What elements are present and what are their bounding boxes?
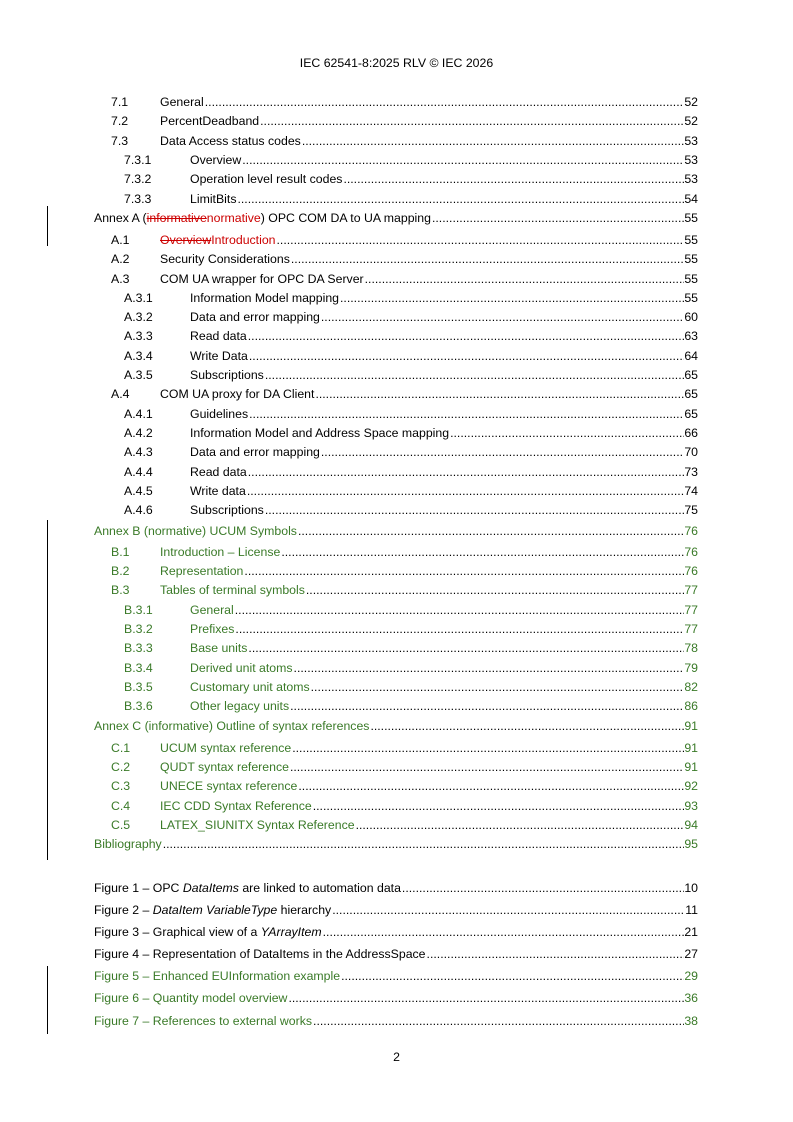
figure-entry[interactable] <box>94 946 698 962</box>
toc-entry-title: UCUM syntax reference <box>160 741 292 755</box>
toc-entry[interactable] <box>94 563 698 579</box>
toc-entry-title: Overview <box>190 153 242 167</box>
toc-entry-number: A.3.1 <box>124 291 153 305</box>
inserted-text: Introduction <box>211 233 276 247</box>
toc-entry-number: 7.1 <box>111 95 129 109</box>
toc-entry-title: Data and error mapping <box>190 310 320 324</box>
toc-entry[interactable] <box>94 386 698 402</box>
figure-entry-title: Figure 2 – DataItem VariableType hierarchy <box>94 903 332 917</box>
toc-entry-page: 55 <box>684 233 698 247</box>
toc-entry-title: Data and error mapping <box>190 445 320 459</box>
toc-entry-number: 7.2 <box>111 114 129 128</box>
toc-entry-page: 54 <box>684 192 698 206</box>
toc-entry-page: 77 <box>684 583 698 597</box>
toc-entry-title: Information Model and Address Space mapping <box>190 426 450 440</box>
change-bar <box>47 966 48 1034</box>
toc-entry[interactable] <box>94 444 698 460</box>
toc-entry-title: Customary unit atoms <box>190 680 310 694</box>
toc-entry-page: 65 <box>684 387 698 401</box>
toc-entry-title: QUDT syntax reference <box>160 760 289 774</box>
toc-entry[interactable] <box>94 698 698 714</box>
toc-entry[interactable] <box>94 817 698 833</box>
toc-entry-number: A.4.4 <box>124 465 153 479</box>
toc-entry-title: Information Model mapping <box>190 291 340 305</box>
toc-entry[interactable] <box>94 133 698 149</box>
toc-entry-title: General <box>160 95 204 109</box>
figure-entry-title: Figure 4 – Representation of DataItems in the AddressSpace <box>94 947 426 961</box>
toc-entry-title: Subscriptions <box>190 503 264 517</box>
toc-entry-page: 60 <box>684 310 698 324</box>
toc-entry[interactable] <box>94 271 698 287</box>
toc-entry-page: 53 <box>684 172 698 186</box>
toc-entry-title: Write Data <box>190 349 248 363</box>
toc-entry-number: B.3 <box>111 583 130 597</box>
toc-entry[interactable] <box>94 152 698 168</box>
toc-entry-title: LimitBits <box>190 192 237 206</box>
toc-entry[interactable] <box>94 348 698 364</box>
toc-entry-title: Annex C (informative) Outline of syntax references <box>94 719 370 733</box>
toc-entry-page: 91 <box>684 760 698 774</box>
figure-entry[interactable] <box>94 880 698 896</box>
toc-entry-number: 7.3 <box>111 134 129 148</box>
toc-entry[interactable] <box>94 544 698 560</box>
toc-entry-page: 55 <box>684 272 698 286</box>
toc-entry-title: Annex B (normative) UCUM Symbols <box>94 524 297 538</box>
figure-entry-title: Figure 1 – OPC DataItems are linked to automation data <box>94 881 401 895</box>
toc-entry-number: A.3.3 <box>124 329 153 343</box>
toc-entry-page: 78 <box>684 641 698 655</box>
toc-entry-page: 73 <box>684 465 698 479</box>
toc-entry-title: COM UA proxy for DA Client <box>160 387 315 401</box>
toc-entry-number: C.1 <box>111 741 131 755</box>
toc-entry-page: 91 <box>684 741 698 755</box>
toc-entry[interactable] <box>94 464 698 480</box>
toc-entry-title: Derived unit atoms <box>190 661 293 675</box>
toc-entry[interactable] <box>94 582 698 598</box>
deleted-text: informative <box>146 211 207 225</box>
toc-entry-page: 55 <box>684 252 698 266</box>
toc-entry-number: C.2 <box>111 760 131 774</box>
toc-entry[interactable] <box>94 425 698 441</box>
toc-bibliography[interactable] <box>94 836 698 852</box>
figure-entry-page: 21 <box>684 925 698 939</box>
toc-entry-page: 77 <box>684 603 698 617</box>
figure-entry-page: 27 <box>684 947 698 961</box>
toc-entry-number: A.3.4 <box>124 349 153 363</box>
toc-entry-number: B.3.1 <box>124 603 153 617</box>
toc-entry-page: 77 <box>684 622 698 636</box>
toc-entry-title: Read data <box>190 465 247 479</box>
figure-entry-page: 11 <box>685 903 698 917</box>
toc-entry-number: A.4.3 <box>124 445 153 459</box>
toc-entry-title <box>160 232 277 248</box>
toc-entry[interactable] <box>94 406 698 422</box>
toc-entry-title: Subscriptions <box>190 368 264 382</box>
toc-entry-title: Tables of terminal symbols <box>160 583 305 597</box>
toc-entry-number: A.3 <box>111 272 130 286</box>
toc-entry-title: PercentDeadband <box>160 114 260 128</box>
toc-entry-title: Write data <box>190 484 246 498</box>
toc-entry[interactable] <box>94 660 698 676</box>
toc-entry[interactable] <box>94 602 698 618</box>
toc-entry-page: 86 <box>684 699 698 713</box>
toc-entry-title: Prefixes <box>190 622 235 636</box>
figure-entry-page: 36 <box>684 991 698 1005</box>
toc-entry-title: COM UA wrapper for OPC DA Server <box>160 272 364 286</box>
toc-entry-title: Other legacy units <box>190 699 290 713</box>
toc-entry-number: A.4.1 <box>124 407 153 421</box>
toc-entry-number: A.2 <box>111 252 130 266</box>
toc-entry-page: 95 <box>684 837 698 851</box>
toc-entry-number: C.4 <box>111 799 131 813</box>
toc-entry[interactable] <box>94 483 698 499</box>
figure-entry[interactable] <box>94 968 698 984</box>
toc-entry-page: 76 <box>684 545 698 559</box>
toc-entry[interactable] <box>94 759 698 775</box>
figure-entry-page: 29 <box>684 969 698 983</box>
toc-entry-page: 76 <box>684 564 698 578</box>
toc-entry-number: A.3.5 <box>124 368 153 382</box>
toc-entry-page: 64 <box>684 349 698 363</box>
toc-entry-number: A.4.6 <box>124 503 153 517</box>
toc-entry-number: A.4.2 <box>124 426 153 440</box>
toc-entry-title: Security Considerations <box>160 252 290 266</box>
toc-entry-number: A.3.2 <box>124 310 153 324</box>
toc-entry[interactable] <box>94 232 698 248</box>
toc-entry-title: General <box>190 603 234 617</box>
page-number: 2 <box>393 1050 400 1064</box>
toc-entry[interactable] <box>94 113 698 129</box>
toc-entry-title: Base units <box>190 641 248 655</box>
toc-entry-number: A.4 <box>111 387 130 401</box>
toc-annex-b[interactable] <box>94 523 698 539</box>
toc-entry-number: 7.3.1 <box>124 153 152 167</box>
toc-entry[interactable] <box>94 740 698 756</box>
figure-entry-title: Figure 3 – Graphical view of a YArrayItem <box>94 925 322 939</box>
figure-entry-title: Figure 7 – References to external works <box>94 1014 313 1028</box>
figure-entry-title: Figure 6 – Quantity model overview <box>94 991 288 1005</box>
toc-entry[interactable] <box>94 679 698 695</box>
toc-entry-title: Operation level result codes <box>190 172 343 186</box>
toc-entry-page: 76 <box>684 524 698 538</box>
toc-entry-page: 94 <box>684 818 698 832</box>
toc-entry-page: 66 <box>684 426 698 440</box>
figure-entry[interactable] <box>94 924 698 940</box>
toc-entry[interactable] <box>94 778 698 794</box>
toc-entry-title: Bibliography <box>94 837 162 851</box>
toc-entry-number: B.3.3 <box>124 641 153 655</box>
toc-entry-title: LATEX_SIUNITX Syntax Reference <box>160 818 355 832</box>
toc-entry[interactable] <box>94 171 698 187</box>
toc-entry-title: Annex A (informativenormative) OPC COM DA to UA mapping <box>94 211 431 225</box>
toc-entry-page: 75 <box>684 503 698 517</box>
figure-entry[interactable] <box>94 1013 698 1029</box>
toc-entry-page: 92 <box>684 779 698 793</box>
toc-entry-number: C.3 <box>111 779 131 793</box>
toc-entry[interactable] <box>94 328 698 344</box>
inserted-text: normative <box>206 211 261 225</box>
toc-entry-page: 82 <box>684 680 698 694</box>
toc-entry-page: 55 <box>684 211 698 225</box>
change-bar <box>47 520 48 860</box>
toc-entry-number: A.1 <box>111 233 130 247</box>
toc-entry-title: Representation <box>160 564 244 578</box>
toc-entry-title: Data Access status codes <box>160 134 301 148</box>
toc-entry-page: 53 <box>684 134 698 148</box>
toc-entry-page: 93 <box>684 799 698 813</box>
toc-entry-page: 65 <box>684 368 698 382</box>
toc-entry-page: 52 <box>684 95 698 109</box>
toc-entry-page: 65 <box>684 407 698 421</box>
toc-entry[interactable] <box>94 621 698 637</box>
deleted-text: Overview <box>160 233 212 247</box>
toc-entry-number: 7.3.2 <box>124 172 152 186</box>
toc-entry-number: 7.3.3 <box>124 192 152 206</box>
toc-entry[interactable] <box>94 309 698 325</box>
figure-entry-title: Figure 5 – Enhanced EUInformation example <box>94 969 341 983</box>
toc-entry-number: C.5 <box>111 818 131 832</box>
toc-entry[interactable] <box>94 502 698 518</box>
toc-entry-page: 53 <box>684 153 698 167</box>
toc-entry-title: IEC CDD Syntax Reference <box>160 799 312 813</box>
toc-entry-page: 70 <box>684 445 698 459</box>
toc-entry-page: 63 <box>684 329 698 343</box>
toc-entry-number: A.4.5 <box>124 484 153 498</box>
toc-entry[interactable] <box>94 251 698 267</box>
toc-entry[interactable] <box>94 367 698 383</box>
toc-annex-a[interactable] <box>94 210 698 226</box>
toc-entry-number: B.3.2 <box>124 622 153 636</box>
figure-entry-page: 38 <box>684 1014 698 1028</box>
page-header: IEC 62541-8:2025 RLV © IEC 2026 <box>299 56 494 70</box>
toc-entry-page: 91 <box>684 719 698 733</box>
toc-entry-page: 55 <box>684 291 698 305</box>
toc-annex-c[interactable] <box>94 718 698 734</box>
toc-entry[interactable] <box>94 798 698 814</box>
change-bar <box>47 206 48 246</box>
toc-entry-page: 74 <box>684 484 698 498</box>
figure-entry-page: 10 <box>684 881 698 895</box>
figure-entry[interactable] <box>94 902 698 918</box>
toc-entry-page: 79 <box>684 661 698 675</box>
toc-entry-number: B.3.6 <box>124 699 153 713</box>
toc-entry-page: 52 <box>684 114 698 128</box>
toc-entry[interactable] <box>94 94 698 110</box>
toc-entry[interactable] <box>94 290 698 306</box>
toc-entry-number: B.2 <box>111 564 130 578</box>
toc-entry[interactable] <box>94 640 698 656</box>
toc-entry-title: Guidelines <box>190 407 249 421</box>
toc-entry[interactable] <box>94 191 698 207</box>
figure-entry[interactable] <box>94 990 698 1006</box>
toc-entry-number: B.3.4 <box>124 661 153 675</box>
toc-entry-title: Read data <box>190 329 247 343</box>
toc-entry-title: UNECE syntax reference <box>160 779 298 793</box>
toc-entry-number: B.1 <box>111 545 130 559</box>
toc-entry-number: B.3.5 <box>124 680 153 694</box>
toc-entry-title: Introduction – License <box>160 545 281 559</box>
